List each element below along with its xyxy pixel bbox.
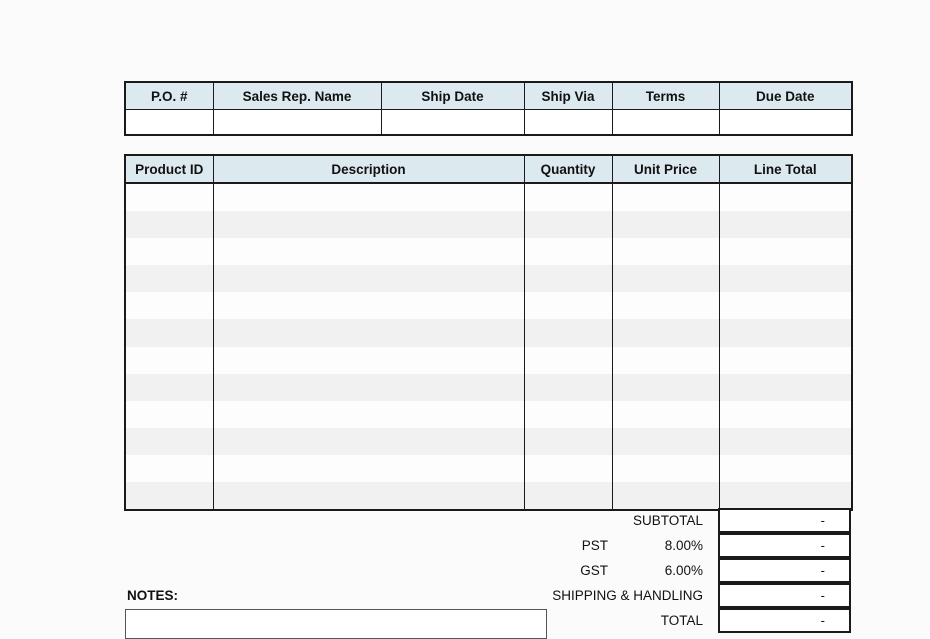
line-total-cell[interactable] — [719, 455, 852, 482]
line-total-header: Line Total — [719, 155, 852, 183]
unit-price-cell[interactable] — [612, 319, 719, 346]
terms-cell[interactable] — [612, 110, 719, 136]
description-cell[interactable] — [213, 211, 524, 238]
description-header: Description — [213, 155, 524, 183]
line-total-cell[interactable] — [719, 211, 852, 238]
product-id-cell[interactable] — [125, 319, 213, 346]
product-id-cell[interactable] — [125, 482, 213, 510]
table-row — [125, 183, 852, 211]
product-id-cell[interactable] — [125, 211, 213, 238]
po-number-header: P.O. # — [125, 82, 213, 110]
notes-label: NOTES: — [127, 588, 179, 603]
quantity-cell[interactable] — [524, 455, 612, 482]
table-row — [125, 455, 852, 482]
pst-rate[interactable]: 8.00% — [664, 538, 703, 553]
line-items-header — [125, 155, 852, 183]
ship-date-cell[interactable] — [381, 110, 524, 136]
unit-price-cell[interactable] — [612, 265, 719, 292]
table-row — [125, 211, 852, 238]
order-header-table — [124, 81, 853, 136]
line-items-body — [125, 183, 852, 510]
quantity-cell[interactable] — [524, 482, 612, 510]
shipping-label: SHIPPING & HANDLING — [552, 588, 703, 603]
line-total-cell[interactable] — [719, 183, 852, 211]
ship-date-header: Ship Date — [381, 82, 524, 110]
ship-via-header: Ship Via — [524, 82, 612, 110]
pst-value: - — [718, 533, 851, 558]
subtotal-label: SUBTOTAL — [632, 513, 703, 528]
notes-field[interactable] — [125, 609, 547, 639]
unit-price-cell[interactable] — [612, 292, 719, 319]
order-header-values — [125, 110, 852, 136]
product-id-cell[interactable] — [125, 238, 213, 265]
description-cell[interactable] — [213, 455, 524, 482]
description-cell[interactable] — [213, 183, 524, 211]
table-row — [125, 319, 852, 346]
terms-header: Terms — [612, 82, 719, 110]
unit-price-cell[interactable] — [612, 211, 719, 238]
description-cell[interactable] — [213, 428, 524, 455]
line-total-cell[interactable] — [719, 374, 852, 401]
shipping-value[interactable]: - — [718, 583, 851, 608]
gst-label: GST — [580, 563, 608, 578]
description-cell[interactable] — [213, 238, 524, 265]
description-cell[interactable] — [213, 482, 524, 510]
sales-rep-cell[interactable] — [213, 110, 381, 136]
sales-rep-header: Sales Rep. Name — [213, 82, 381, 110]
table-row — [125, 292, 852, 319]
product-id-cell[interactable] — [125, 347, 213, 374]
line-total-cell[interactable] — [719, 401, 852, 428]
gst-rate[interactable]: 6.00% — [664, 563, 703, 578]
line-total-cell[interactable] — [719, 347, 852, 374]
unit-price-cell[interactable] — [612, 401, 719, 428]
unit-price-cell[interactable] — [612, 374, 719, 401]
description-cell[interactable] — [213, 265, 524, 292]
quantity-cell[interactable] — [524, 319, 612, 346]
quantity-cell[interactable] — [524, 211, 612, 238]
quantity-cell[interactable] — [524, 292, 612, 319]
table-row — [125, 428, 852, 455]
unit-price-cell[interactable] — [612, 482, 719, 510]
product-id-header: Product ID — [125, 155, 213, 183]
quantity-cell[interactable] — [524, 265, 612, 292]
unit-price-cell[interactable] — [612, 238, 719, 265]
unit-price-cell[interactable] — [612, 183, 719, 211]
po-number-cell[interactable] — [125, 110, 213, 136]
pst-label: PST — [581, 538, 608, 553]
table-row — [125, 401, 852, 428]
unit-price-header: Unit Price — [612, 155, 719, 183]
description-cell[interactable] — [213, 292, 524, 319]
table-row — [125, 265, 852, 292]
order-header-labels — [125, 82, 852, 110]
due-date-header: Due Date — [719, 82, 852, 110]
table-row — [125, 238, 852, 265]
ship-via-cell[interactable] — [524, 110, 612, 136]
table-row — [125, 482, 852, 510]
quantity-cell[interactable] — [524, 238, 612, 265]
line-total-cell[interactable] — [719, 265, 852, 292]
table-row — [125, 347, 852, 374]
unit-price-cell[interactable] — [612, 455, 719, 482]
due-date-cell[interactable] — [719, 110, 852, 136]
line-total-cell[interactable] — [719, 238, 852, 265]
description-cell[interactable] — [213, 319, 524, 346]
quantity-cell[interactable] — [524, 401, 612, 428]
quantity-header: Quantity — [524, 155, 612, 183]
product-id-cell[interactable] — [125, 292, 213, 319]
table-row — [125, 374, 852, 401]
product-id-cell[interactable] — [125, 265, 213, 292]
description-cell[interactable] — [213, 347, 524, 374]
product-id-cell[interactable] — [125, 428, 213, 455]
subtotal-value: - — [718, 508, 851, 533]
total-value: - — [718, 608, 851, 633]
line-total-cell[interactable] — [719, 428, 852, 455]
line-items-table — [124, 154, 853, 511]
line-total-cell[interactable] — [719, 482, 852, 510]
quantity-cell[interactable] — [524, 374, 612, 401]
line-total-cell[interactable] — [719, 292, 852, 319]
quantity-cell[interactable] — [524, 183, 612, 211]
total-label: TOTAL — [660, 613, 703, 628]
unit-price-cell[interactable] — [612, 347, 719, 374]
description-cell[interactable] — [213, 374, 524, 401]
description-cell[interactable] — [213, 401, 524, 428]
quantity-cell[interactable] — [524, 428, 612, 455]
gst-value: - — [718, 558, 851, 583]
product-id-cell[interactable] — [125, 183, 213, 211]
quantity-cell[interactable] — [524, 347, 612, 374]
product-id-cell[interactable] — [125, 374, 213, 401]
unit-price-cell[interactable] — [612, 428, 719, 455]
line-total-cell[interactable] — [719, 319, 852, 346]
product-id-cell[interactable] — [125, 455, 213, 482]
product-id-cell[interactable] — [125, 401, 213, 428]
